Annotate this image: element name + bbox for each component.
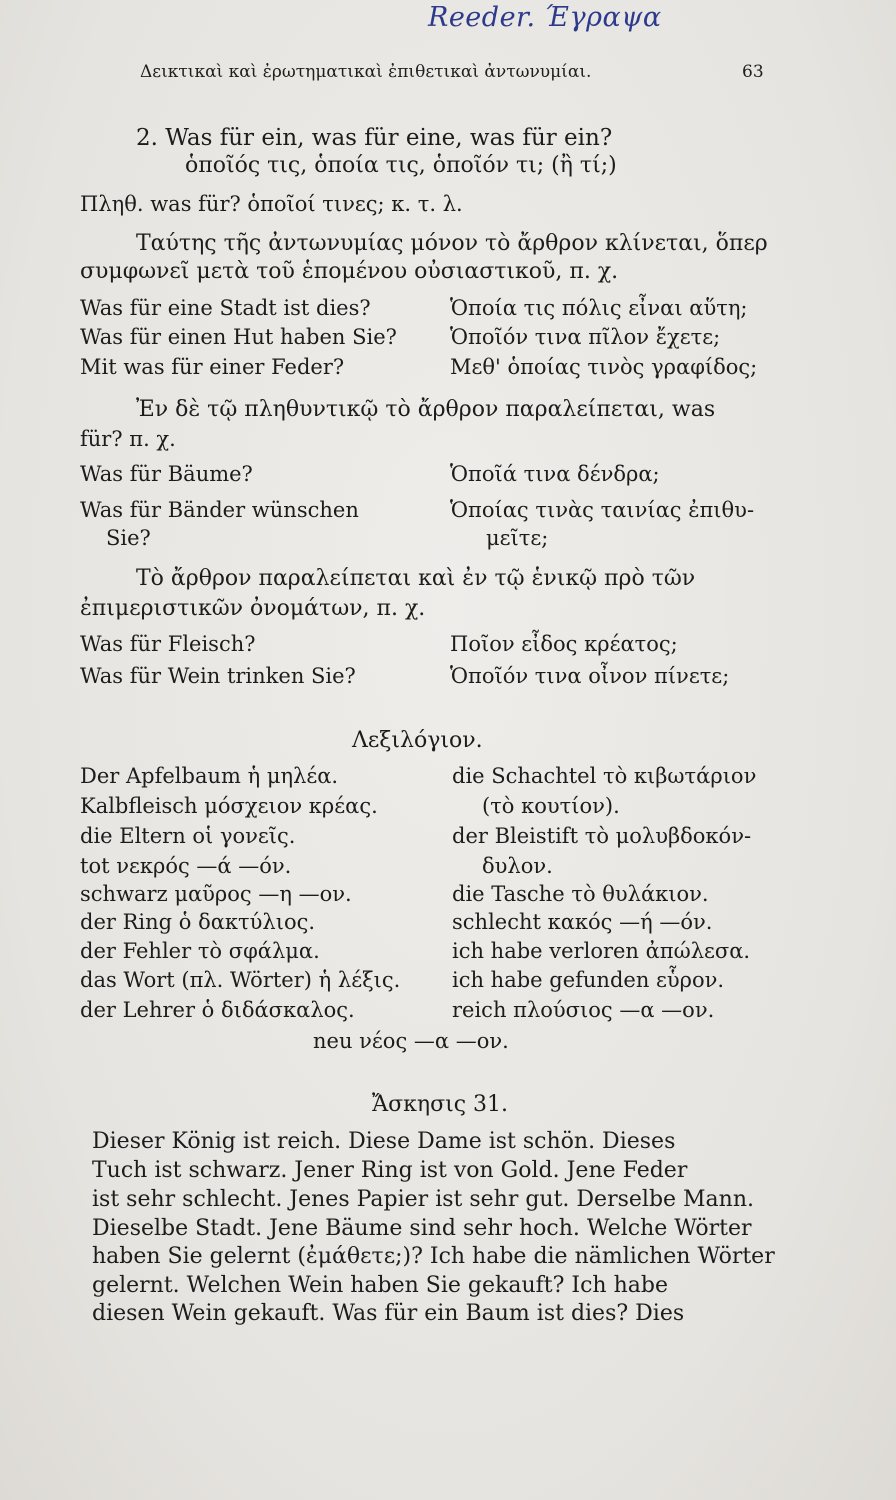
vocab-entry-left: der Fehler τὸ σφάλμα.: [80, 939, 320, 963]
example-de: Was für Bäume?: [80, 462, 253, 486]
vocab-entry-right: reich πλούσιος —α —ον.: [452, 998, 715, 1022]
vocab-entry-left: der Ring ὁ δακτύλιος.: [80, 910, 316, 934]
exercise-line: Dieselbe Stadt. Jene Bäume sind sehr hoch. Welche Wörter: [92, 1216, 752, 1241]
example-de: Mit was für einer Feder?: [80, 355, 345, 379]
exercise-line: gelernt. Welchen Wein haben Sie gekauft? Ich habe: [92, 1273, 668, 1298]
vocab-entry-right: die Schachtel τὸ κιβωτάριον: [452, 764, 757, 788]
vocab-entry-right: die Tasche τὸ θυλάκιον.: [452, 882, 709, 906]
exercise-line: haben Sie gelernt (ἐμάθετε;)? Ich habe die nämlichen Wörter: [92, 1244, 775, 1269]
vocab-entry-right: der Bleistift τὸ μολυβδοκόν-: [452, 824, 752, 848]
handwritten-annotation: Reeder. Έγραψα: [428, 2, 662, 33]
vocab-entry-right: schlecht κακός —ή —όν.: [452, 910, 713, 934]
page-number: 63: [742, 62, 764, 82]
vocab-entry-left: Der Apfelbaum ἡ μηλέα.: [80, 764, 339, 788]
example-de: Was für Fleisch?: [80, 632, 256, 656]
example-de: Was für Wein trinken Sie?: [80, 664, 356, 688]
section-2-line-1: 2. Was für ein, was für eine, was für ein?: [136, 125, 613, 151]
exercise-line: Dieser König ist reich. Diese Dame ist schön. Dieses: [92, 1129, 676, 1154]
example-gr: Μεθ' ὁποίας τινὸς γραφίδος;: [450, 355, 758, 379]
note-line-2: συμφωνεῖ μετὰ τοῦ ἑπομένου οὐσιαστικοῦ, π. χ.: [80, 259, 619, 284]
exercise-line: diesen Wein gekauft. Was für ein Baum ist dies? Dies: [92, 1301, 685, 1326]
example-gr: Ὁποῖά τινα δένδρα;: [450, 462, 660, 486]
running-header-title: Δεικτικαὶ καὶ ἐρωτηματικαὶ ἐπιθετικαὶ ἀντωνυμίαι.: [140, 62, 592, 82]
exercise-line: Tuch ist schwarz. Jener Ring ist von Gold. Jene Feder: [92, 1158, 688, 1183]
example-de: Was für einen Hut haben Sie?: [80, 325, 397, 349]
article-note-line-2: ἐπιμεριστικῶν ὀνομάτων, π. χ.: [80, 596, 426, 621]
vocabulary-title: Λεξιλόγιον.: [352, 728, 483, 753]
example-gr: Ὁποίας τινὰς ταινίας ἐπιθυ-: [450, 498, 755, 522]
example-de: Was für Bänder wünschen: [80, 498, 359, 522]
exercise-line: ist sehr schlecht. Jenes Papier ist sehr gut. Derselbe Mann.: [92, 1187, 755, 1212]
example-gr: μεῖτε;: [486, 526, 549, 550]
example-gr: Ποῖον εἶδος κρέατος;: [450, 632, 678, 656]
vocab-entry-left: schwarz μαῦρος —η —ον.: [80, 882, 352, 906]
note-line-1: Ταύτης τῆς ἀντωνυμίας μόνον τὸ ἄρθρον κλίνεται, ὅπερ: [136, 231, 768, 256]
plural-note-line-2: für? π. χ.: [80, 427, 176, 451]
vocab-entry-left: das Wort (πλ. Wörter) ἡ λέξις.: [80, 968, 401, 992]
vocab-entry-left: Kalbfleisch μόσχειον κρέας.: [80, 794, 378, 818]
exercise-title: Ἄσκησις 31.: [372, 1092, 509, 1117]
example-gr: Ὁποῖόν τινα πῖλον ἔχετε;: [450, 325, 721, 349]
vocab-entry-center: neu νέος —α —ον.: [313, 1029, 509, 1053]
example-de: Was für eine Stadt ist dies?: [80, 296, 371, 320]
section-2-line-2: ὁποῖός τις, ὁποία τις, ὁποῖόν τι; (ἢ τί;): [185, 153, 617, 178]
vocab-entry-left: tot νεκρός —ά —όν.: [80, 854, 292, 878]
vocab-entry-right: ich habe verloren ἀπώλεσα.: [452, 939, 751, 963]
example-de: Sie?: [106, 526, 151, 550]
example-gr: Ὁποία τις πόλις εἶναι αὕτη;: [450, 296, 748, 320]
vocab-entry-right: (τὸ κουτίον).: [482, 794, 620, 818]
plural-note-line-1: Ἐν δὲ τῷ πληθυντικῷ τὸ ἄρθρον παραλείπεται, was: [136, 397, 716, 422]
vocab-entry-right: δυλον.: [482, 854, 553, 878]
vocab-entry-right: ich habe gefunden εὗρον.: [452, 968, 725, 992]
plural-line: Πληθ. was für? ὁποῖοί τινες; κ. τ. λ.: [80, 192, 463, 216]
vocab-entry-left: die Eltern οἱ γονεῖς.: [80, 824, 296, 848]
vocab-entry-left: der Lehrer ὁ διδάσκαλος.: [80, 998, 355, 1022]
example-gr: Ὁποῖόν τινα οἶνον πίνετε;: [450, 664, 730, 688]
article-note-line-1: Τὸ ἄρθρον παραλείπεται καὶ ἐν τῷ ἑνικῷ πρὸ τῶν: [136, 566, 696, 591]
